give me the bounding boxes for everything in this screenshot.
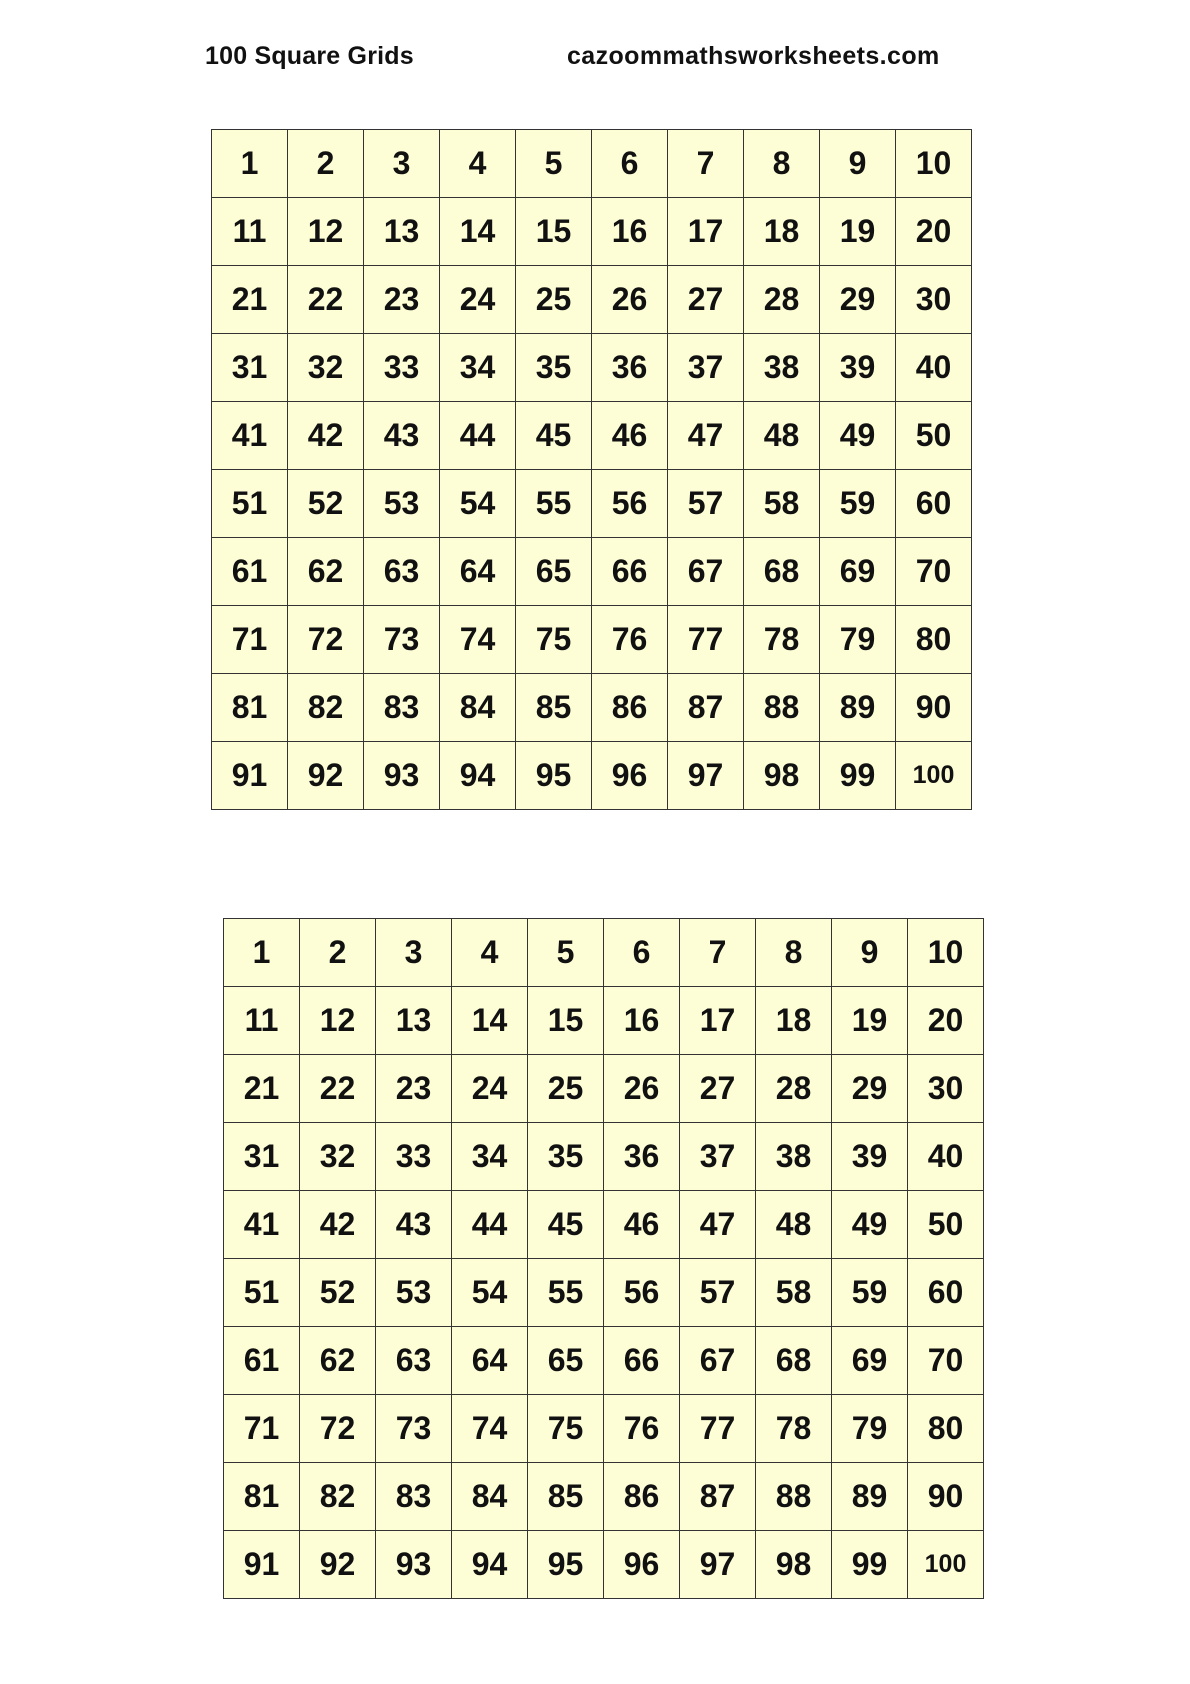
grid-cell: 67 [680,1327,756,1395]
grid-cell: 7 [668,130,744,198]
grid-cell: 73 [376,1395,452,1463]
grid-cell: 93 [364,742,440,810]
hundred-square-grid-top [211,129,972,810]
grid-cell: 59 [820,470,896,538]
grid-cell: 21 [212,266,288,334]
grid-cell: 28 [756,1055,832,1123]
grid-cell: 51 [224,1259,300,1327]
grid-cell: 28 [744,266,820,334]
grid-cell: 66 [592,538,668,606]
grid-cell: 78 [756,1395,832,1463]
grid-cell: 75 [528,1395,604,1463]
grid-cell: 97 [668,742,744,810]
grid-cell: 89 [820,674,896,742]
grid-row [212,198,972,266]
grid-cell: 59 [832,1259,908,1327]
grid-row [224,987,984,1055]
grid-cell: 2 [288,130,364,198]
grid-cell: 85 [516,674,592,742]
grid-cell: 8 [744,130,820,198]
grid-cell: 17 [668,198,744,266]
grid-cell: 83 [364,674,440,742]
grid-cell: 54 [440,470,516,538]
grid-cell: 22 [300,1055,376,1123]
site-url: cazoommathsworksheets.com [567,42,940,70]
grid-cell: 25 [528,1055,604,1123]
grid-row [224,1123,984,1191]
grid-cell: 84 [452,1463,528,1531]
grid-cell: 11 [212,198,288,266]
grid-cell: 36 [604,1123,680,1191]
grid-cell: 41 [224,1191,300,1259]
grid-row [224,1191,984,1259]
grid-cell: 86 [604,1463,680,1531]
grid-cell: 14 [452,987,528,1055]
grid-cell: 33 [364,334,440,402]
grid-cell: 29 [820,266,896,334]
grid-cell: 58 [756,1259,832,1327]
grid-cell: 91 [224,1531,300,1599]
grid-cell: 64 [452,1327,528,1395]
grid-row [212,130,972,198]
grid-cell: 75 [516,606,592,674]
grid-cell: 36 [592,334,668,402]
grid-cell: 17 [680,987,756,1055]
grid-cell: 97 [680,1531,756,1599]
grid-cell: 90 [896,674,972,742]
grid-row [224,919,984,987]
grid-row [224,1395,984,1463]
grid-cell: 52 [288,470,364,538]
grid-cell: 58 [744,470,820,538]
grid-cell: 96 [604,1531,680,1599]
grid-cell: 100 [896,742,972,810]
grid-row [224,1531,984,1599]
grid-cell: 84 [440,674,516,742]
grid-cell: 32 [300,1123,376,1191]
grid-cell: 50 [896,402,972,470]
grid-cell: 35 [528,1123,604,1191]
grid-cell: 86 [592,674,668,742]
grid-cell: 65 [516,538,592,606]
grid-cell: 71 [224,1395,300,1463]
grid-cell: 88 [756,1463,832,1531]
grid-cell: 55 [528,1259,604,1327]
grid-cell: 41 [212,402,288,470]
grid-cell: 16 [604,987,680,1055]
grid-row [212,674,972,742]
grid-cell: 64 [440,538,516,606]
grid-cell: 30 [896,266,972,334]
grid-cell: 13 [376,987,452,1055]
grid-cell: 46 [592,402,668,470]
grid-cell: 10 [896,130,972,198]
grid-cell: 44 [440,402,516,470]
grid-cell: 87 [680,1463,756,1531]
grid-cell: 93 [376,1531,452,1599]
grid-cell: 9 [820,130,896,198]
grid-cell: 43 [364,402,440,470]
grid-cell: 71 [212,606,288,674]
grid-cell: 3 [364,130,440,198]
grid-cell: 30 [908,1055,984,1123]
grid-cell: 33 [376,1123,452,1191]
grid-cell: 47 [668,402,744,470]
grid-cell: 91 [212,742,288,810]
grid-cell: 98 [744,742,820,810]
grid-cell: 83 [376,1463,452,1531]
grid-cell: 56 [592,470,668,538]
grid-cell: 7 [680,919,756,987]
grid-cell: 12 [288,198,364,266]
grid-cell: 53 [376,1259,452,1327]
grid-cell: 16 [592,198,668,266]
grid-cell: 39 [832,1123,908,1191]
hundred-square-grid-bottom [223,918,984,1599]
grid-cell: 69 [832,1327,908,1395]
grid-cell: 61 [224,1327,300,1395]
grid-row [224,1259,984,1327]
grid-cell: 23 [364,266,440,334]
grid-cell: 10 [908,919,984,987]
grid-cell: 68 [756,1327,832,1395]
grid-cell: 26 [592,266,668,334]
grid-cell: 45 [516,402,592,470]
grid-cell: 62 [300,1327,376,1395]
grid-cell: 15 [516,198,592,266]
grid-cell: 77 [668,606,744,674]
grid-row [224,1463,984,1531]
grid-cell: 82 [288,674,364,742]
grid-cell: 31 [224,1123,300,1191]
grid-cell: 85 [528,1463,604,1531]
grid-cell: 60 [896,470,972,538]
grid-cell: 92 [288,742,364,810]
grid-cell: 53 [364,470,440,538]
grid-cell: 98 [756,1531,832,1599]
grid-cell: 80 [908,1395,984,1463]
grid-cell: 48 [744,402,820,470]
grid-cell: 72 [288,606,364,674]
grid-cell: 49 [820,402,896,470]
grid-cell: 95 [516,742,592,810]
grid-cell: 46 [604,1191,680,1259]
grid-cell: 39 [820,334,896,402]
grid-cell: 60 [908,1259,984,1327]
grid-cell: 38 [756,1123,832,1191]
grid-cell: 78 [744,606,820,674]
grid-cell: 4 [452,919,528,987]
grid-cell: 81 [224,1463,300,1531]
grid-cell: 42 [300,1191,376,1259]
grid-row [224,1327,984,1395]
grid-cell: 2 [300,919,376,987]
grid-cell: 82 [300,1463,376,1531]
grid-cell: 88 [744,674,820,742]
grid-cell: 72 [300,1395,376,1463]
grid-cell: 48 [756,1191,832,1259]
grid-cell: 73 [364,606,440,674]
grid-cell: 68 [744,538,820,606]
grid-cell: 44 [452,1191,528,1259]
grid-cell: 4 [440,130,516,198]
grid-cell: 43 [376,1191,452,1259]
grid-cell: 70 [908,1327,984,1395]
grid-cell: 38 [744,334,820,402]
grid-cell: 6 [604,919,680,987]
grid-row [212,538,972,606]
grid-cell: 77 [680,1395,756,1463]
grid-cell: 32 [288,334,364,402]
grid-cell: 1 [212,130,288,198]
grid-cell: 22 [288,266,364,334]
grid-cell: 42 [288,402,364,470]
grid-cell: 79 [820,606,896,674]
page-header [0,42,1190,78]
grid-cell: 37 [680,1123,756,1191]
grid-cell: 18 [744,198,820,266]
grid-cell: 21 [224,1055,300,1123]
grid-row [212,742,972,810]
grid-cell: 5 [528,919,604,987]
grid-cell: 26 [604,1055,680,1123]
grid-cell: 54 [452,1259,528,1327]
grid-cell: 49 [832,1191,908,1259]
grid-cell: 66 [604,1327,680,1395]
grid-cell: 50 [908,1191,984,1259]
grid-cell: 23 [376,1055,452,1123]
grid-cell: 62 [288,538,364,606]
grid-cell: 12 [300,987,376,1055]
grid-cell: 74 [440,606,516,674]
grid-cell: 92 [300,1531,376,1599]
page-title: 100 Square Grids [205,42,414,70]
grid-cell: 13 [364,198,440,266]
grid-cell: 40 [896,334,972,402]
grid-cell: 63 [376,1327,452,1395]
grid-cell: 90 [908,1463,984,1531]
grid-cell: 19 [820,198,896,266]
grid-cell: 11 [224,987,300,1055]
grid-cell: 45 [528,1191,604,1259]
grid-cell: 34 [452,1123,528,1191]
grid-cell: 52 [300,1259,376,1327]
grid-cell: 80 [896,606,972,674]
grid-cell: 67 [668,538,744,606]
grid-cell: 95 [528,1531,604,1599]
grid-cell: 70 [896,538,972,606]
grid-cell: 1 [224,919,300,987]
grid-cell: 18 [756,987,832,1055]
grid-cell: 9 [832,919,908,987]
grid-row [224,1055,984,1123]
grid-cell: 79 [832,1395,908,1463]
grid-cell: 94 [452,1531,528,1599]
grid-cell: 55 [516,470,592,538]
grid-row [212,606,972,674]
grid-cell: 94 [440,742,516,810]
grid-cell: 57 [668,470,744,538]
grid-cell: 34 [440,334,516,402]
grid-cell: 29 [832,1055,908,1123]
grid-cell: 27 [680,1055,756,1123]
grid-cell: 37 [668,334,744,402]
grid-cell: 56 [604,1259,680,1327]
grid-cell: 76 [604,1395,680,1463]
grid-cell: 57 [680,1259,756,1327]
grid-cell: 47 [680,1191,756,1259]
grid-cell: 76 [592,606,668,674]
grid-row [212,470,972,538]
grid-cell: 8 [756,919,832,987]
grid-row [212,402,972,470]
grid-cell: 14 [440,198,516,266]
grid-cell: 15 [528,987,604,1055]
grid-cell: 65 [528,1327,604,1395]
grid-cell: 74 [452,1395,528,1463]
grid-cell: 89 [832,1463,908,1531]
grid-cell: 19 [832,987,908,1055]
grid-cell: 27 [668,266,744,334]
grid-row [212,334,972,402]
grid-cell: 20 [908,987,984,1055]
grid-row [212,266,972,334]
grid-cell: 99 [820,742,896,810]
grid-cell: 31 [212,334,288,402]
grid-cell: 69 [820,538,896,606]
grid-cell: 24 [440,266,516,334]
grid-cell: 6 [592,130,668,198]
grid-cell: 20 [896,198,972,266]
grid-cell: 24 [452,1055,528,1123]
grid-cell: 3 [376,919,452,987]
grid-cell: 99 [832,1531,908,1599]
grid-cell: 35 [516,334,592,402]
grid-cell: 96 [592,742,668,810]
grid-cell: 81 [212,674,288,742]
grid-cell: 87 [668,674,744,742]
grid-cell: 40 [908,1123,984,1191]
grid-cell: 51 [212,470,288,538]
grid-cell: 100 [908,1531,984,1599]
grid-cell: 61 [212,538,288,606]
grid-cell: 5 [516,130,592,198]
grid-cell: 63 [364,538,440,606]
grid-cell: 25 [516,266,592,334]
